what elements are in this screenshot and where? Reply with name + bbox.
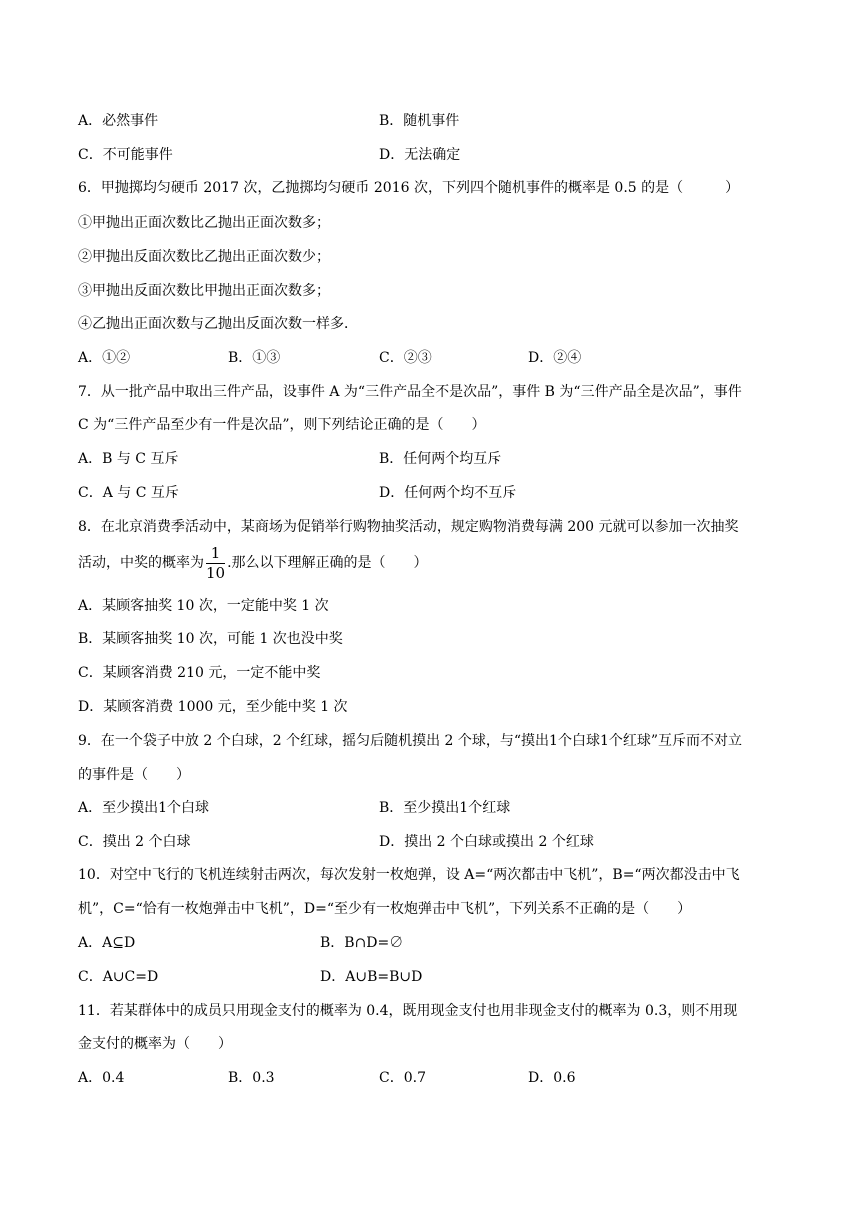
q10-option-c: C．A∪C=D xyxy=(78,969,159,985)
q6-stem: 6．甲抛掷均匀硬币 2017 次，乙抛掷均匀硬币 2016 次，下列四个随机事件的概率是 0.5 的是（ ） xyxy=(78,180,740,196)
q11-stem-line2: 金支付的概率为（ ） xyxy=(78,1036,232,1052)
q9-option-a: A．至少摸出1个白球 xyxy=(78,800,210,816)
fraction-numerator: 1 xyxy=(206,546,225,564)
q5-option-a: A．必然事件 xyxy=(78,113,159,129)
q5-option-b: B．随机事件 xyxy=(379,113,460,129)
q6-option-a: A．①② xyxy=(78,350,131,366)
q8-stem-line1: 8．在北京消费季活动中，某商场为促销举行购物抽奖活动，规定购物消费每满 200 元就可以参加一次抽奖 xyxy=(78,519,739,535)
q5-option-d: D．无法确定 xyxy=(379,147,461,163)
q6-item-4: ④乙抛出正面次数与乙抛出反面次数一样多． xyxy=(78,316,358,332)
q8-option-a: A．某顾客抽奖 10 次，一定能中奖 1 次 xyxy=(78,598,329,614)
q8-option-c: C．某顾客消费 210 元，一定不能中奖 xyxy=(78,665,321,681)
q8-stem-prefix: 活动，中奖的概率为 xyxy=(78,555,204,571)
q9-stem-line1: 9．在一个袋子中放 2 个白球，2 个红球，摇匀后随机摸出 2 个球，与“摸出1个白球1个红球”互斥而不对立 xyxy=(78,733,743,749)
q10-option-a: A．A⊆D xyxy=(78,935,136,951)
q10-stem-line1: 10．对空中飞行的飞机连续射击两次，每次发射一枚炮弹，设 A=“两次都击中飞机”，B=“两次都没击中飞 xyxy=(78,867,740,883)
q11-stem-line1: 11．若某群体中的成员只用现金支付的概率为 0.4，既用现金支付也用非现金支付的概率为 0.3，则不用现 xyxy=(78,1003,738,1019)
q6-option-c: C．②③ xyxy=(379,350,432,366)
q9-option-d: D．摸出 2 个白球或摸出 2 个红球 xyxy=(379,834,594,850)
q8-option-b: B．某顾客抽奖 10 次，可能 1 次也没中奖 xyxy=(78,631,343,647)
q9-option-c: C．摸出 2 个白球 xyxy=(78,834,191,850)
q6-item-3: ③甲抛出反面次数比甲抛出正面次数多； xyxy=(78,283,330,299)
q11-option-c: C．0.7 xyxy=(379,1070,426,1086)
q8-stem-line2 xyxy=(78,543,790,583)
q5-option-c: C．不可能事件 xyxy=(78,147,173,163)
q10-option-d: D．A∪B=B∪D xyxy=(320,969,423,985)
q8-option-d: D．某顾客消费 1000 元，至少能中奖 1 次 xyxy=(78,699,348,715)
q9-option-b: B．至少摸出1个红球 xyxy=(379,800,511,816)
probability-fraction xyxy=(206,543,226,582)
q11-option-a: A．0.4 xyxy=(78,1070,125,1086)
q6-item-2: ②甲抛出反面次数比乙抛出正面次数少； xyxy=(78,249,330,265)
q7-option-d: D．任何两个均不互斥 xyxy=(379,485,517,501)
q10-option-b: B．B∩D=∅ xyxy=(320,935,404,951)
q6-item-1: ①甲抛出正面次数比乙抛出正面次数多； xyxy=(78,215,330,231)
q7-option-a: A．B 与 C 互斥 xyxy=(78,451,179,467)
q6-option-d: D．②④ xyxy=(528,350,582,366)
q7-stem-line2: C 为“三件产品至少有一件是次品”，则下列结论正确的是（ ） xyxy=(78,417,486,433)
q6-option-b: B．①③ xyxy=(228,350,281,366)
q11-option-d: D．0.6 xyxy=(528,1070,576,1086)
q7-option-b: B．任何两个均互斥 xyxy=(379,451,502,467)
q10-stem-line2: 机”，C=“恰有一枚炮弹击中飞机”，D=“至少有一枚炮弹击中飞机”，下列关系不正确的是（ ） xyxy=(78,901,692,917)
q7-stem-line1: 7．从一批产品中取出三件产品，设事件 A 为“三件产品全不是次品”，事件 B 为“三件产品全是次品”，事件 xyxy=(78,384,742,400)
fraction-denominator: 10 xyxy=(206,563,226,582)
q11-option-b: B．0.3 xyxy=(228,1070,275,1086)
q7-option-c: C．A 与 C 互斥 xyxy=(78,485,179,501)
q8-stem-suffix: .那么以下理解正确的是（ ） xyxy=(227,555,428,571)
q9-stem-line2: 的事件是（ ） xyxy=(78,767,190,783)
